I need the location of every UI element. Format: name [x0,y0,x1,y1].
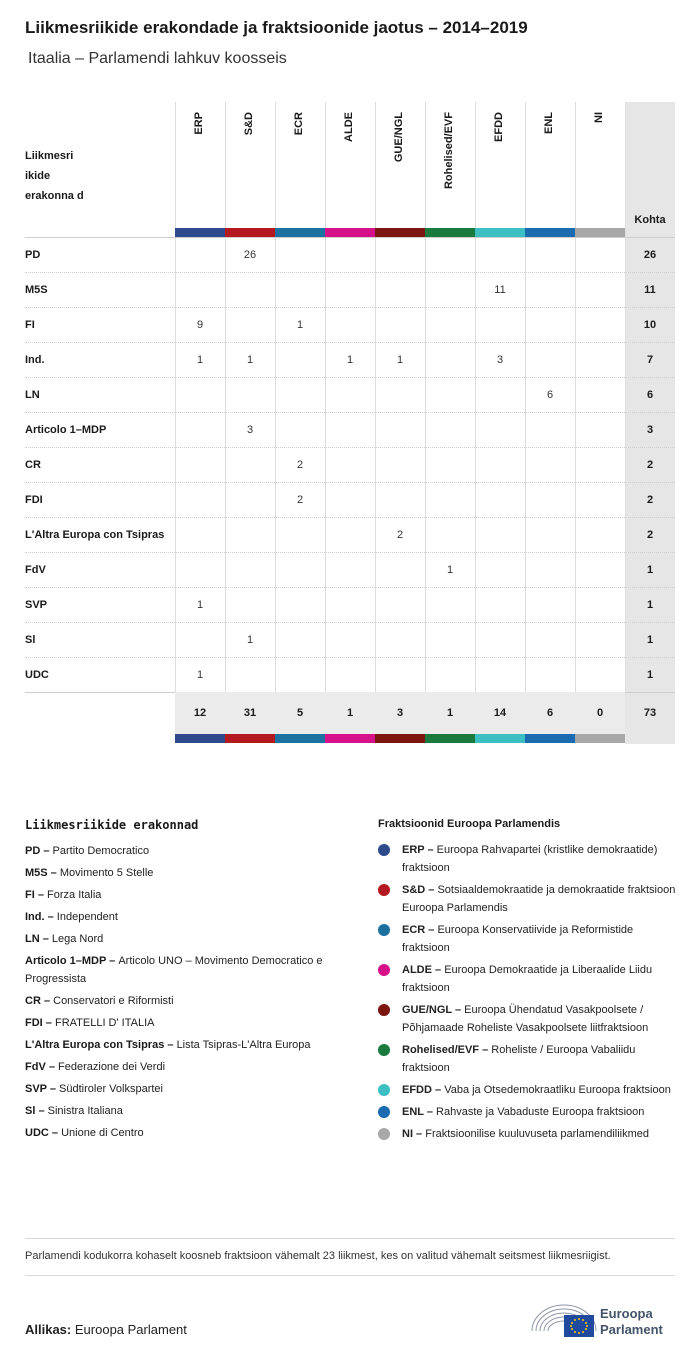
party-name: UDC [25,669,49,681]
column-header-gue-ngl: GUE/NGL [393,112,405,163]
group-legend-abbr: ERP [402,844,425,856]
party-legend-abbr: UDC [25,1127,49,1139]
party-legend-item [25,886,355,904]
group-legend-item [378,1125,678,1143]
row-total: 3 [646,424,654,436]
party-legend-name: Articolo UNO – Movimento Democratico e Progressista [25,955,323,985]
group-legend-item [378,881,678,917]
group-color-bar [475,228,525,237]
group-color-bar [375,734,425,743]
group-color-bar [325,228,375,237]
table-row [25,237,675,273]
party-legend-name: Partito Democratico [52,845,150,857]
group-legend-name: Euroopa Konservatiivide ja Reformistide fraktsioon [402,924,634,954]
party-name: Ind. [25,354,45,366]
party-name: SVP [25,599,48,611]
group-legend-name: Sotsiaaldemokraatide ja demokraatide fraktsioon Euroopa Parlamendis [402,884,676,914]
table-row [25,272,675,308]
party-legend-name: Lega Nord [51,933,104,945]
page-subtitle: Itaalia – Parlamendi lahkuv koosseis [28,50,287,67]
distribution-table [25,102,675,744]
column-header-enl: ENL [543,112,555,134]
party-legend-abbr: Articolo 1–MDP [25,955,107,967]
source-line [25,1322,187,1337]
group-total: 1 [446,707,454,719]
party-legend-item [25,908,355,926]
seat-count: 2 [296,494,304,506]
group-legend-name: Euroopa Rahvapartei (kristlike demokraatide) fraktsioon [402,844,658,874]
group-legend-name: Rahvaste ja Vabaduste Euroopa fraktsioon [436,1106,645,1118]
party-legend-name: Sinistra Italiana [47,1105,123,1117]
party-legend-name: Federazione dei Verdi [58,1061,166,1073]
party-name: FI [25,319,35,331]
page-title: Liikmesriikide erakondade ja fraktsioonide jaotus – 2014–2019 [25,18,528,37]
table-row [25,587,675,623]
separator: – [451,1004,465,1016]
group-legend-item [378,1001,678,1037]
group-color-bar [275,228,325,237]
group-total: 6 [546,707,554,719]
group-legend-title: Fraktsioonid Euroopa Parlamendis [378,818,561,830]
source-label: Allikas: [25,1322,72,1337]
group-legend-name: Euroopa Ühendatud Vasakpoolsete / Põhjamaade Roheliste Vasakpoolsete liitfraktsioon [402,1004,649,1034]
column-header-alde: ALDE [343,112,355,142]
group-color-bar [425,734,475,743]
group-color-dot-icon [378,964,390,976]
seat-count: 6 [546,389,554,401]
logo-text [600,1306,663,1338]
separator: – [40,995,54,1007]
party-legend-name: Forza Italia [47,889,102,901]
group-total: 5 [296,707,304,719]
party-legend-abbr: CR [25,995,41,1007]
party-legend-abbr: FI [25,889,35,901]
group-total: 1 [346,707,354,719]
seat-count: 1 [396,354,404,366]
seat-count: 9 [196,319,204,331]
group-color-bar [525,734,575,743]
party-legend-item [25,992,355,1010]
separator: – [424,844,437,856]
party-legend-item [25,1080,355,1098]
row-total: 6 [646,389,654,401]
group-color-dot-icon [378,884,390,896]
party-name: CR [25,459,41,471]
seat-count: 11 [494,284,506,296]
seat-count: 1 [246,354,254,366]
table-row [25,482,675,518]
group-legend-abbr: ALDE [402,964,432,976]
table-row [25,377,675,413]
group-legend-abbr: EFDD [402,1084,432,1096]
party-legend-abbr: M5S [25,867,48,879]
party-legend-item [25,930,355,948]
party-legend-abbr: FdV [25,1061,46,1073]
row-total: 1 [646,634,654,646]
separator: – [425,924,438,936]
party-name: FDI [25,494,43,506]
group-color-dot-icon [378,924,390,936]
party-legend-abbr: SVP [25,1083,47,1095]
group-color-bar [575,734,625,743]
seat-count: 1 [196,354,204,366]
seat-count: 1 [196,669,204,681]
group-total: 12 [193,707,207,719]
separator: – [35,1105,48,1117]
group-total: 31 [243,707,257,719]
row-total: 2 [646,459,654,471]
party-legend-item [25,1102,355,1120]
party-legend-abbr: PD [25,845,41,857]
party-name: Articolo 1–MDP [25,424,107,436]
seat-count: 1 [196,599,204,611]
group-legend-abbr: ECR [402,924,426,936]
column-header-ecr: ECR [293,112,305,136]
row-total: 1 [646,599,654,611]
separator: – [425,884,438,896]
party-name: Sl [25,634,36,646]
table-row [25,342,675,378]
separator: – [479,1044,492,1056]
group-color-bar [225,734,275,743]
group-color-bar [175,734,225,743]
party-legend-abbr: FDI [25,1017,43,1029]
party-legend-name: Unione di Centro [61,1127,144,1139]
separator: – [48,1127,62,1139]
table-row [25,447,675,483]
group-color-bar [225,228,275,237]
separator: – [46,1083,60,1095]
table-row [25,412,675,448]
party-legend-name: Lista Tsipras-L'Altra Europa [176,1039,311,1051]
source-value: Euroopa Parlament [74,1322,187,1337]
column-header-erp: ERP [193,112,205,135]
row-total: 10 [643,319,657,331]
group-color-bar [175,228,225,237]
separator: – [34,889,48,901]
group-color-dot-icon [378,844,390,856]
group-legend-item [378,921,678,957]
grand-total: 73 [643,707,657,719]
row-total: 1 [646,669,654,681]
party-legend-abbr: L'Altra Europa con Tsipras [25,1039,165,1051]
table-row [25,307,675,343]
party-name: L'Altra Europa con Tsipras [25,529,165,541]
seat-count: 2 [396,529,404,541]
group-legend-abbr: Rohelised/EVF [402,1044,480,1056]
party-name: LN [25,389,40,401]
group-color-dot-icon [378,1106,390,1118]
party-name: FdV [25,564,46,576]
group-legend [378,841,678,1147]
party-legend-title: Liikmesriikide erakonnad [25,818,199,832]
group-legend-abbr: NI [402,1128,413,1140]
group-legend-item [378,1081,678,1099]
group-color-bar [525,228,575,237]
table-row [25,622,675,658]
table-row [25,517,675,553]
party-legend-name: Independent [56,911,118,923]
party-legend-name: FRATELLI D' ITALIA [54,1017,155,1029]
group-legend-item [378,961,678,997]
group-total: 0 [596,707,604,719]
separator: – [431,964,445,976]
seat-count: 1 [246,634,254,646]
separator: – [431,1084,445,1096]
group-color-bar [425,228,475,237]
party-legend-name: Movimento 5 Stelle [59,867,154,879]
separator: – [413,1128,426,1140]
group-legend-name: Vaba ja Otsedemokraatliku Euroopa fraktsioon [444,1084,671,1096]
footnote: Parlamendi kodukorra kohaselt koosneb fraktsioon vähemalt 23 liikmest, kes on valitud vähemalt seitsmest liikmesriigist. [25,1238,675,1276]
group-total: 14 [493,707,507,719]
party-legend-abbr: LN [25,933,40,945]
group-legend-name: Roheliste / Euroopa Vabaliidu fraktsioon [402,1044,636,1074]
group-legend-item [378,1041,678,1077]
group-legend-name: Euroopa Demokraatide ja Liberaalide Liidu fraktsioon [402,964,653,994]
party-name: PD [25,249,41,261]
row-total: 1 [646,564,654,576]
group-total: 3 [396,707,404,719]
row-total: 11 [644,284,656,296]
table-row [25,552,675,588]
group-legend-name: Fraktsioonilise kuuluvuseta parlamendiliikmed [425,1128,650,1140]
column-header-efdd: EFDD [493,112,505,142]
separator: – [44,911,57,923]
row-total: 2 [646,494,654,506]
party-legend-item [25,1036,355,1054]
group-color-bar [275,734,325,743]
seat-count: 3 [496,354,504,366]
seat-count: 2 [296,459,304,471]
separator: – [47,867,60,879]
group-color-dot-icon [378,1044,390,1056]
group-color-dot-icon [378,1128,390,1140]
party-legend-name: Conservatori e Riformisti [53,995,174,1007]
separator: – [40,845,53,857]
group-color-bar [325,734,375,743]
group-color-bar [375,228,425,237]
column-header-rohelised-evf: Rohelised/EVF [443,112,455,190]
total-header-label: Kohta [634,214,666,226]
party-legend-abbr: Ind. [25,911,45,923]
party-legend-item [25,1058,355,1076]
party-legend-abbr: Sl [25,1105,36,1117]
separator: – [39,933,52,945]
separator: – [423,1106,437,1118]
group-color-bar [575,228,625,237]
party-legend-item [25,1124,355,1142]
separator: – [164,1039,177,1051]
logo-text-line2: Parlament [600,1322,663,1337]
party-legend-name: Südtiroler Volkspartei [59,1083,163,1095]
party-legend-item [25,864,355,882]
seat-count: 1 [296,319,304,331]
party-legend-item [25,842,355,860]
group-legend-item [378,1103,678,1121]
seat-count: 1 [446,564,454,576]
column-header-s-d: S&D [243,112,255,136]
seat-count: 26 [243,249,257,261]
logo-text-line1: Euroopa [600,1306,653,1321]
separator: – [45,1061,59,1073]
row-total: 7 [646,354,654,366]
group-legend-abbr: S&D [402,884,426,896]
separator: – [42,1017,55,1029]
hemicycle-icon [530,1301,600,1339]
row-total: 26 [643,249,657,261]
seat-count: 1 [346,354,354,366]
group-legend-item [378,841,678,877]
table-row [25,657,675,693]
group-legend-abbr: ENL [402,1106,424,1118]
party-legend [25,842,355,1146]
group-color-bar [475,734,525,743]
row-total: 2 [646,529,654,541]
column-header-ni: NI [593,112,605,123]
party-legend-item [25,952,355,988]
party-name: M5S [25,284,48,296]
party-legend-item [25,1014,355,1032]
group-legend-abbr: GUE/NGL [402,1004,452,1016]
group-color-dot-icon [378,1084,390,1096]
group-color-dot-icon [378,1004,390,1016]
seat-count: 3 [246,424,254,436]
row-header-label: Liikmesri ikide erakonna d [25,150,84,202]
separator: – [106,955,119,967]
